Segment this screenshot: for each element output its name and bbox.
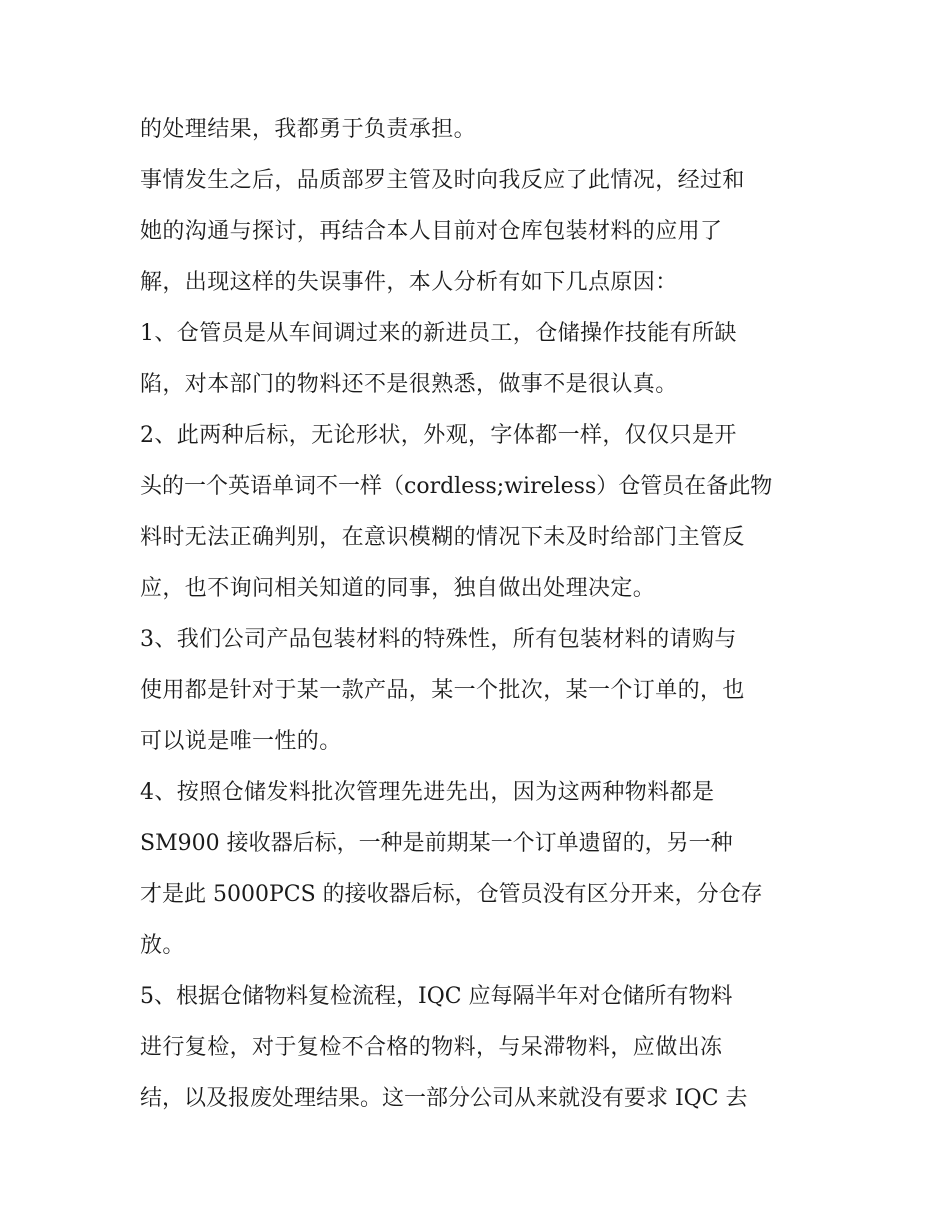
text-line: 事情发生之后，品质部罗主管及时向我反应了此情况，经过和: [140, 168, 745, 193]
text-line: 料时无法正确判别，在意识模糊的情况下未及时给部门主管反: [140, 525, 745, 550]
text-line: 进行复检，对于复检不合格的物料，与呆滞物料，应做出冻: [140, 1035, 723, 1060]
text-line: 5、根据仓储物料复检流程，IQC 应每隔半年对仓储所有物料: [140, 984, 733, 1009]
text-line: SM900 接收器后标，一种是前期某一个订单遗留的，另一种: [140, 831, 733, 856]
text-line: 的处理结果，我都勇于负责承担。: [140, 117, 477, 142]
text-line: 4、按照仓储发料批次管理先进先出，因为这两种物料都是: [140, 780, 715, 805]
text-line: 才是此 5000PCS 的接收器后标，仓管员没有区分开来，分仓存: [140, 882, 763, 907]
text-line: 结，以及报废处理结果。这一部分公司从来就没有要求 IQC 去: [140, 1086, 748, 1111]
text-line: 陷，对本部门的物料还不是很熟悉，做事不是很认真。: [140, 372, 678, 397]
document-body: [140, 104, 820, 1124]
text-line: 放。: [140, 933, 185, 958]
text-line: 使用都是针对于某一款产品，某一个批次，某一个订单的，也: [140, 678, 745, 703]
text-line: 解，出现这样的失误事件，本人分析有如下几点原因：: [140, 270, 678, 295]
text-line: 2、此两种后标，无论形状，外观，字体都一样，仅仅只是开: [140, 423, 737, 448]
text-line: 应，也不询问相关知道的同事，独自做出处理决定。: [140, 576, 656, 601]
text-line: 1、仓管员是从车间调过来的新进员工，仓储操作技能有所缺: [140, 321, 737, 346]
text-line: 可以说是唯一性的。: [140, 729, 342, 754]
text-line: 头的一个英语单词不一样（cordless;wireless）仓管员在备此物: [140, 474, 773, 499]
text-line: 她的沟通与探讨，再结合本人目前对仓库包装材料的应用了: [140, 219, 723, 244]
text-line: 3、我们公司产品包装材料的特殊性，所有包装材料的请购与: [140, 627, 737, 652]
